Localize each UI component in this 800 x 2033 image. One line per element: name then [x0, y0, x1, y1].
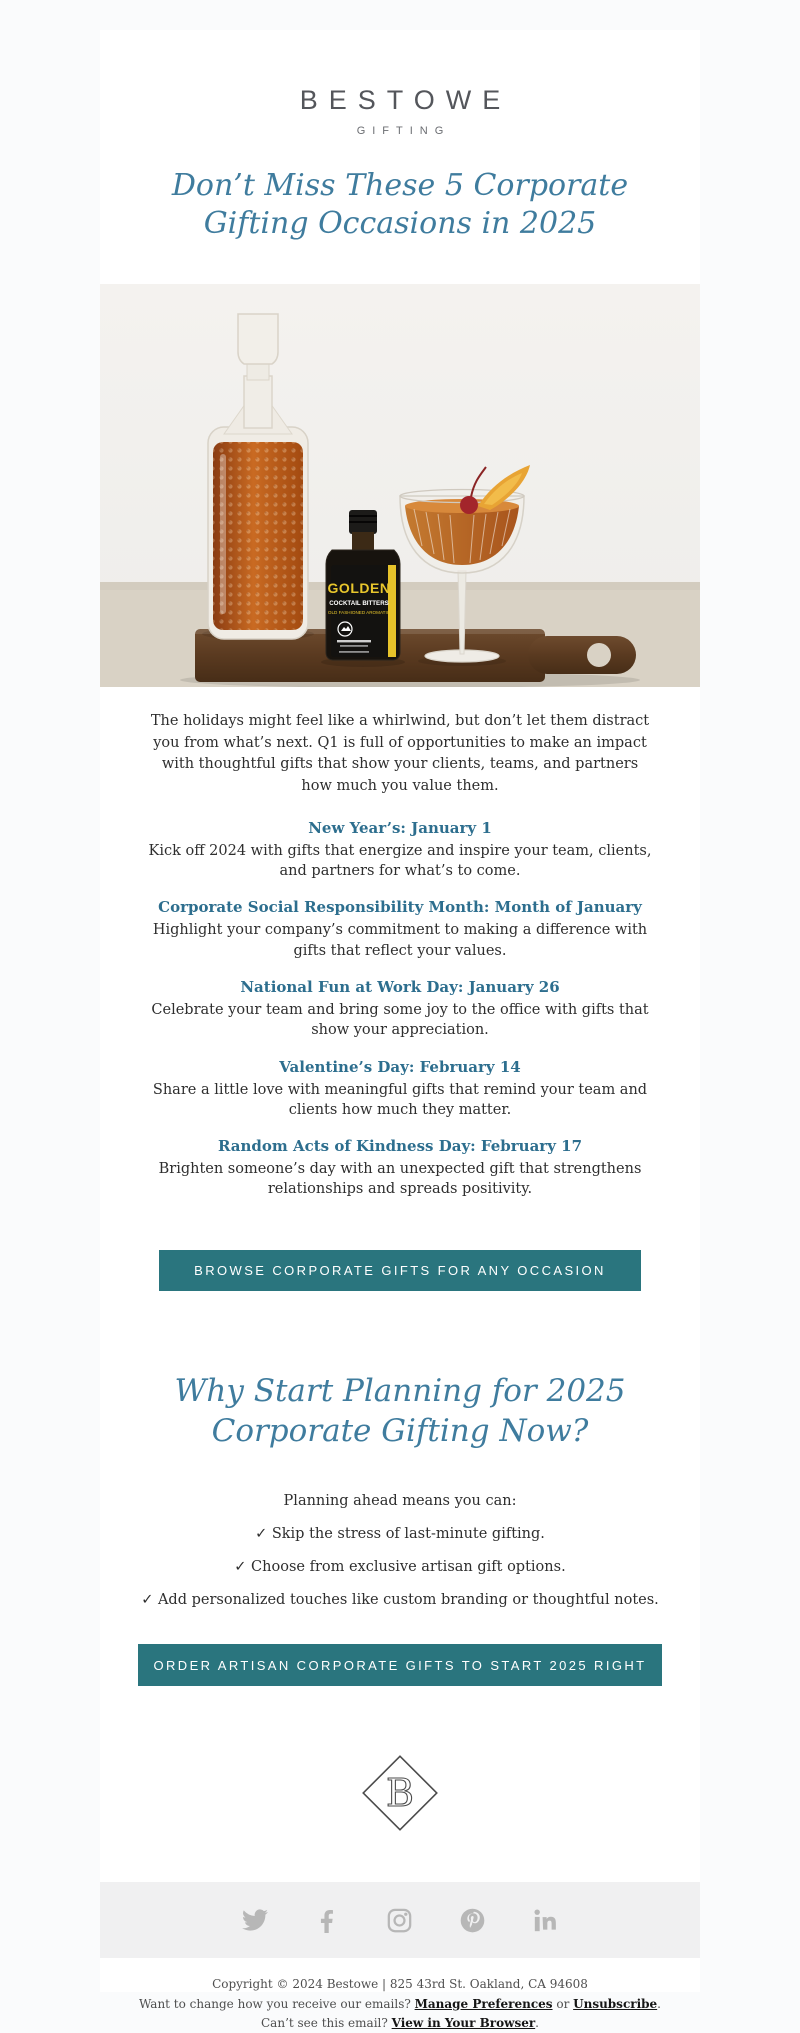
occasion-body: Highlight your company’s commitment to making a difference with gifts that reflect your values.	[152, 922, 648, 959]
occasion-title: Valentine’s Day: February 14	[279, 1057, 521, 1076]
twitter-icon[interactable]	[242, 1907, 268, 1933]
facebook-icon[interactable]	[314, 1907, 340, 1933]
occasion-block	[100, 897, 700, 961]
preferences-line: Want to change how you receive our emails? Manage Preferences or Unsubscribe.	[139, 1996, 661, 2011]
occasion-title: Random Acts of Kindness Day: February 17	[217, 1137, 583, 1156]
occasion-title: National Fun at Work Day: January 26	[240, 977, 560, 996]
view-in-browser-line: Can’t see this email? View in Your Browser.	[261, 2015, 539, 2030]
hero-product-photo	[100, 284, 700, 687]
header-logo	[100, 30, 700, 137]
checklist-item: ✓ Choose from exclusive artisan gift options.	[234, 1559, 566, 1576]
brand-wordmark: BESTOWE	[299, 85, 512, 115]
occasion-body: Kick off 2024 with gifts that energize and inspire your team, clients, and partners for what’s to come.	[148, 842, 652, 880]
occasion-block	[100, 1057, 700, 1121]
manage-preferences-link[interactable]: Manage Preferences	[414, 1996, 553, 2011]
svg-text:B: B	[386, 1771, 414, 1816]
bitters-label-name: GOLDEN	[327, 579, 391, 596]
checklist-item: ✓ Skip the stress of last-minute gifting.	[255, 1526, 545, 1543]
occasion-title: Corporate Social Responsibility Month: Month of January	[158, 898, 642, 917]
unsubscribe-link[interactable]: Unsubscribe	[573, 1996, 658, 2011]
linkedin-icon[interactable]	[532, 1907, 559, 1934]
instagram-icon[interactable]	[386, 1907, 413, 1934]
occasion-block	[100, 818, 700, 882]
brand-tagline: GIFTING	[356, 125, 451, 137]
email-card	[100, 30, 700, 2030]
checklist-item: ✓ Add personalized touches like custom branding or thoughtful notes.	[141, 1592, 659, 1609]
brand-monogram	[100, 1738, 700, 1852]
copyright-line: Copyright © 2024 Bestowe | 825 43rd St. Oakland, CA 94608	[212, 1977, 588, 1992]
pinterest-icon[interactable]	[459, 1907, 486, 1934]
bitters-label-line1: COCKTAIL BITTERS	[329, 599, 389, 607]
occasion-block	[100, 1136, 700, 1200]
occasion-block	[100, 977, 700, 1041]
social-links-band	[100, 1882, 700, 1958]
diamond-b-icon	[345, 1738, 455, 1848]
checklist-lead: Planning ahead means you can:	[283, 1493, 517, 1510]
occasion-title: New Year’s: January 1	[308, 818, 492, 837]
section2-headline: Why Start Planning for 2025 Corporate Gifting Now?	[174, 1372, 626, 1450]
browse-gifts-button[interactable]: BROWSE CORPORATE GIFTS FOR ANY OCCASION	[159, 1250, 641, 1291]
occasion-body: Share a little love with meaningful gifts that remind your team and clients how much they matter.	[152, 1081, 648, 1118]
view-in-browser-link[interactable]: View in Your Browser	[391, 2015, 536, 2030]
email-footer	[100, 1975, 700, 2033]
bitters-label-line2: OLD FASHIONED AROMATIC	[327, 609, 391, 615]
intro-paragraph: The holidays might feel like a whirlwind, but don’t let them distract you from what’s next. Q1 is full of opportunities to make an impact with thoughtful gifts that show your clients, teams, and partners how much you value them.	[150, 712, 650, 795]
main-headline: Don’t Miss These 5 Corporate Gifting Occasions in 2025	[171, 168, 629, 242]
occasion-body: Brighten someone’s day with an unexpected gift that strengthens relationships and spreads positivity.	[158, 1161, 642, 1198]
order-gifts-button[interactable]: ORDER ARTISAN CORPORATE GIFTS TO START 2025 RIGHT	[138, 1644, 662, 1686]
occasion-body: Celebrate your team and bring some joy to the office with gifts that show your appreciation.	[151, 1001, 649, 1039]
